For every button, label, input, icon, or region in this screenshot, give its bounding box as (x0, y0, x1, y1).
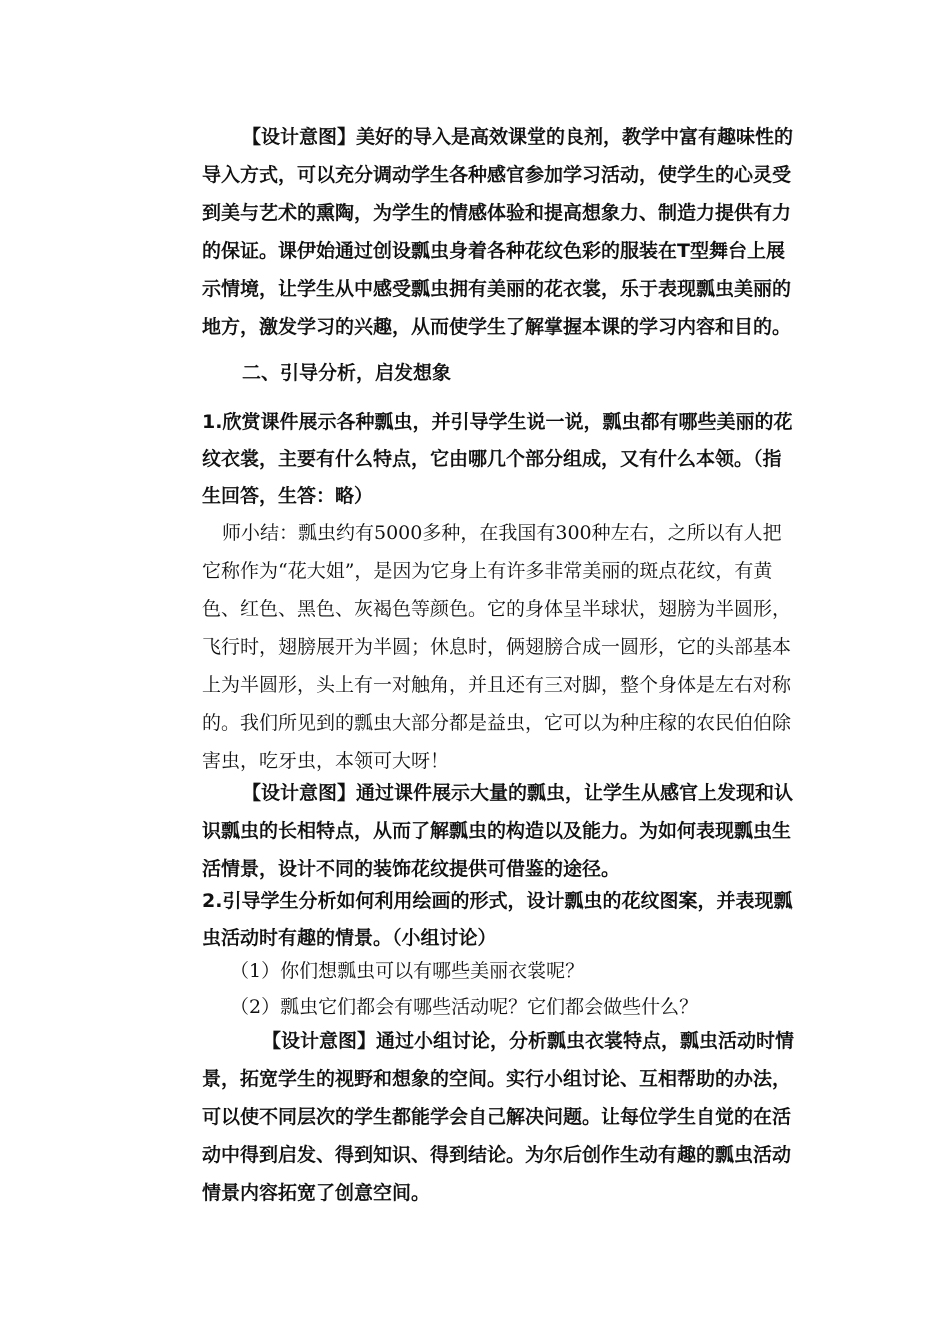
text-line: 识瓢虫的长相特点，从而了解瓢虫的构造以及能力。为如何表现瓢虫生 (202, 820, 792, 842)
text-line: 到美与艺术的熏陶，为学生的情感体验和提高想象力、制造力提供有力 (202, 202, 792, 224)
text-line: （1）你们想瓢虫可以有哪些美丽衣裳呢？ (230, 960, 585, 982)
text-line: 【设计意图】美好的导入是高效课堂的良剂，教学中富有趣味性的 (242, 126, 794, 148)
text-line: 导入方式，可以充分调动学生各种感官参加学习活动，使学生的心灵受 (202, 164, 792, 186)
text-line: 的保证。课伊始通过创设瓢虫身着各种花纹色彩的服装在T型舞台上展 (202, 240, 785, 262)
text-line: 它称作为“花大姐”，是因为它身上有许多非常美丽的斑点花纹，有黄 (202, 560, 773, 582)
text-line: 示情境，让学生从中感受瓢虫拥有美丽的花衣裳，乐于表现瓢虫美丽的 (202, 278, 792, 300)
text-line: 可以使不同层次的学生都能学会自己解决问题。让每位学生自觉的在活 (202, 1106, 792, 1128)
text-line: 二、引导分析，启发想象 (242, 362, 452, 384)
text-line: 情景内容拓宽了创意空间。 (202, 1182, 431, 1204)
text-line: 景，拓宽学生的视野和想象的空间。实行小组讨论、互相帮助的办法， (202, 1068, 792, 1090)
text-line: 动中得到启发、得到知识、得到结论。为尔后创作生动有趣的瓢虫活动 (202, 1144, 792, 1166)
text-line: 的。我们所见到的瓢虫大部分都是益虫，它可以为种庄稼的农民伯伯除 (202, 712, 792, 734)
text-line: 上为半圆形，头上有一对触角，并且还有三对脚，整个身体是左右对称 (202, 674, 792, 696)
text-line: 害虫，吃牙虫，本领可大呀！ (202, 750, 450, 772)
text-line: 【设计意图】通过小组讨论，分析瓢虫衣裳特点，瓢虫活动时情 (262, 1030, 795, 1052)
text-line: 色、红色、黑色、灰褐色等颜色。它的身体呈半球状，翅膀为半圆形， (202, 598, 792, 620)
text-line: 师小结：瓢虫约有5000多种，在我国有300种左右，之所以有人把 (222, 522, 782, 544)
text-line: 飞行时，翅膀展开为半圆；休息时，俩翅膀合成一圆形，它的头部基本 (202, 636, 792, 658)
text-line: 地方，激发学习的兴趣，从而使学生了解掌握本课的学习内容和目的。 (202, 316, 792, 338)
text-line: 生回答，生答：略） (202, 485, 374, 507)
text-line: 【设计意图】通过课件展示大量的瓢虫，让学生从感官上发现和认 (242, 782, 794, 804)
text-line: 活情景，设计不同的装饰花纹提供可借鉴的途径。 (202, 858, 621, 880)
text-line: 1.欣赏课件展示各种瓢虫，并引导学生说一说，瓢虫都有哪些美丽的花 (202, 411, 793, 433)
text-line: （2）瓢虫它们都会有哪些活动呢？它们都会做些什么？ (230, 996, 699, 1018)
text-line: 2.引导学生分析如何利用绘画的形式，设计瓢虫的花纹图案，并表现瓢 (202, 890, 793, 912)
text-line: 纹衣裳，主要有什么特点，它由哪几个部分组成，又有什么本领。（指 (202, 448, 782, 470)
text-line: 虫活动时有趣的情景。（小组讨论） (202, 927, 497, 949)
